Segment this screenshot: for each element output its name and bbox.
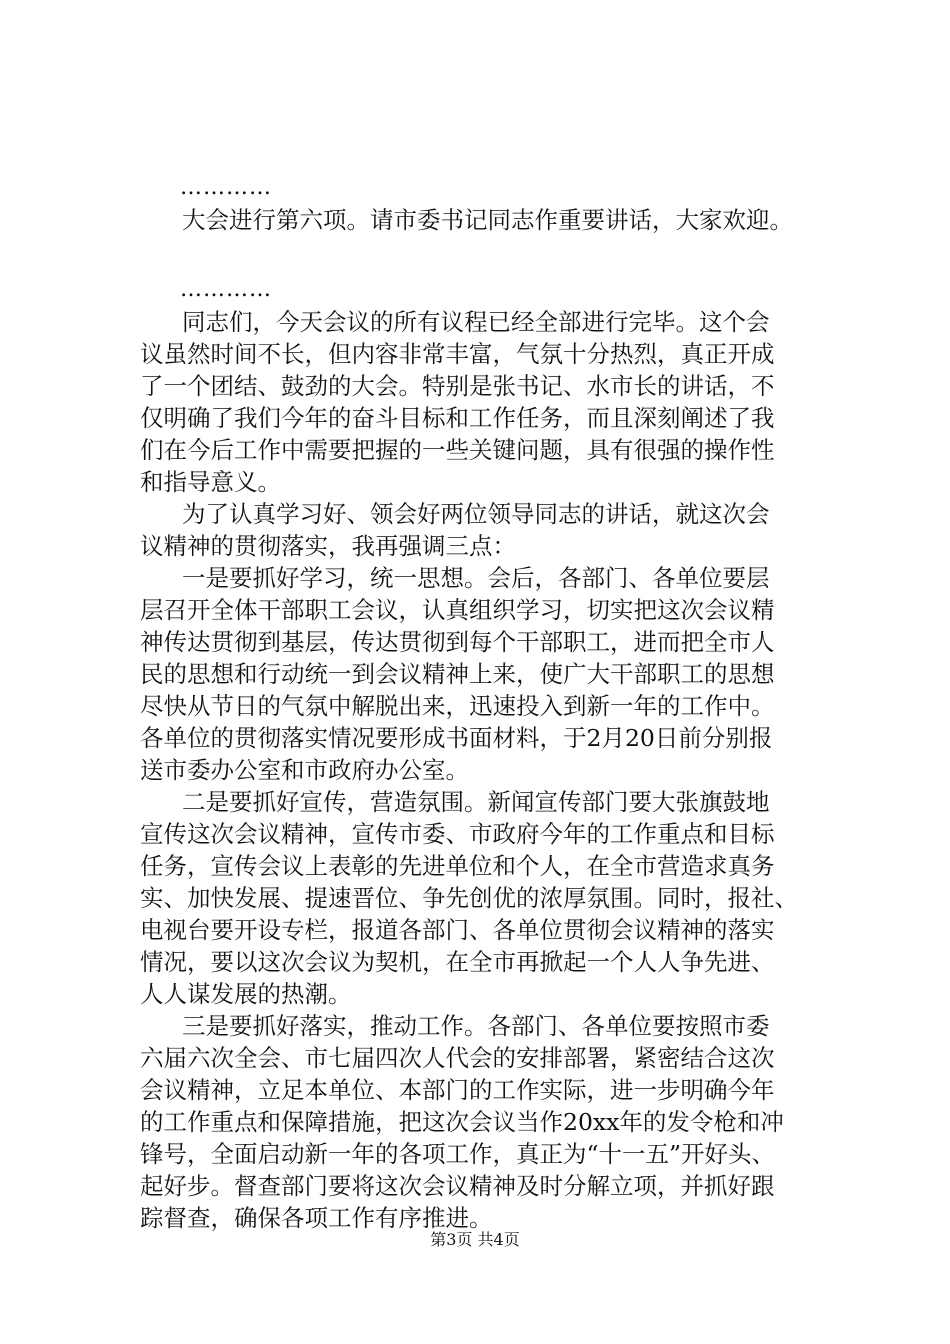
paragraph-line: 实、加快发展、提速晋位、争先创优的浓厚氛围。同时，报社、 xyxy=(140,884,798,912)
paragraph-line: 的工作重点和保障措施，把这次会议当作20xx年的发令枪和冲 xyxy=(140,1108,784,1136)
paragraph-line: 一是要抓好学习，统一思想。会后，各部门、各单位要层 xyxy=(182,564,770,592)
ellipsis-1: ………… xyxy=(180,175,272,200)
paragraph-line: 各单位的贯彻落实情况要形成书面材料，于2月20日前分别报 xyxy=(140,724,773,752)
paragraph-line: 宣传这次会议精神，宣传市委、市政府今年的工作重点和目标 xyxy=(140,820,775,848)
paragraph-line: 议精神的贯彻落实，我再强调三点： xyxy=(140,532,516,560)
page-footer: 第3页 共4页 xyxy=(430,1230,520,1249)
paragraph-line: 六届六次全会、市七届四次人代会的安排部署，紧密结合这次 xyxy=(140,1044,775,1072)
paragraph-line: 同志们，今天会议的所有议程已经全部进行完毕。这个会 xyxy=(182,308,770,336)
paragraph-line: 尽快从节日的气氛中解脱出来，迅速投入到新一年的工作中。 xyxy=(140,692,775,720)
agenda-item-six: 大会进行第六项。请市委书记同志作重要讲话，大家欢迎。 xyxy=(182,206,793,234)
paragraph-line: 三是要抓好落实，推动工作。各部门、各单位要按照市委 xyxy=(182,1012,770,1040)
paragraph-line: 和指导意义。 xyxy=(140,468,281,496)
ellipsis-2: ………… xyxy=(180,277,272,302)
paragraph-point-three-implementation xyxy=(140,1010,840,1234)
paragraph-line: 起好步。督查部门要将这次会议精神及时分解立项，并抓好跟 xyxy=(140,1172,775,1200)
document-body xyxy=(140,172,840,1234)
paragraph-line: 了一个团结、鼓劲的大会。特别是张书记、水市长的讲话，不 xyxy=(140,372,775,400)
paragraph-line: 任务，宣传会议上表彰的先进单位和个人，在全市营造求真务 xyxy=(140,852,775,880)
paragraph-line: 议虽然时间不长，但内容非常丰富，气氛十分热烈，真正开成 xyxy=(140,340,775,368)
paragraph-line: 神传达贯彻到基层，传达贯彻到每个干部职工，进而把全市人 xyxy=(140,628,775,656)
paragraph-line: 层召开全体干部职工会议，认真组织学习，切实把这次会议精 xyxy=(140,596,775,624)
paragraph-line: 们在今后工作中需要把握的一些关键问题，具有很强的操作性 xyxy=(140,436,775,464)
paragraph-line: 为了认真学习好、领会好两位领导同志的讲话，就这次会 xyxy=(182,500,770,528)
paragraph-point-two-publicity xyxy=(140,786,840,1010)
paragraph-three-points-intro xyxy=(140,498,840,562)
paragraph-line: 电视台要开设专栏，报道各部门、各单位贯彻会议精神的落实 xyxy=(140,916,775,944)
paragraph-line: 踪督查，确保各项工作有序推进。 xyxy=(140,1204,493,1232)
paragraph-line: 情况，要以这次会议为契机，在全市再掀起一个人人争先进、 xyxy=(140,948,775,976)
paragraph-line: 锋号，全面启动新一年的各项工作，真正为“十一五”开好头、 xyxy=(140,1140,776,1168)
paragraph-line: 送市委办公室和市政府办公室。 xyxy=(140,756,469,784)
paragraph-point-one-study xyxy=(140,562,840,786)
paragraph-line: 会议精神，立足本单位、本部门的工作实际，进一步明确今年 xyxy=(140,1076,775,1104)
paragraph-line: 民的思想和行动统一到会议精神上来，使广大干部职工的思想 xyxy=(140,660,775,688)
paragraph-line: 仅明确了我们今年的奋斗目标和工作任务，而且深刻阐述了我 xyxy=(140,404,775,432)
paragraph-closing-remarks xyxy=(140,306,840,498)
paragraph-line: 二是要抓好宣传，营造氛围。新闻宣传部门要大张旗鼓地 xyxy=(182,788,770,816)
paragraph-line: 人人谋发展的热潮。 xyxy=(140,980,352,1008)
